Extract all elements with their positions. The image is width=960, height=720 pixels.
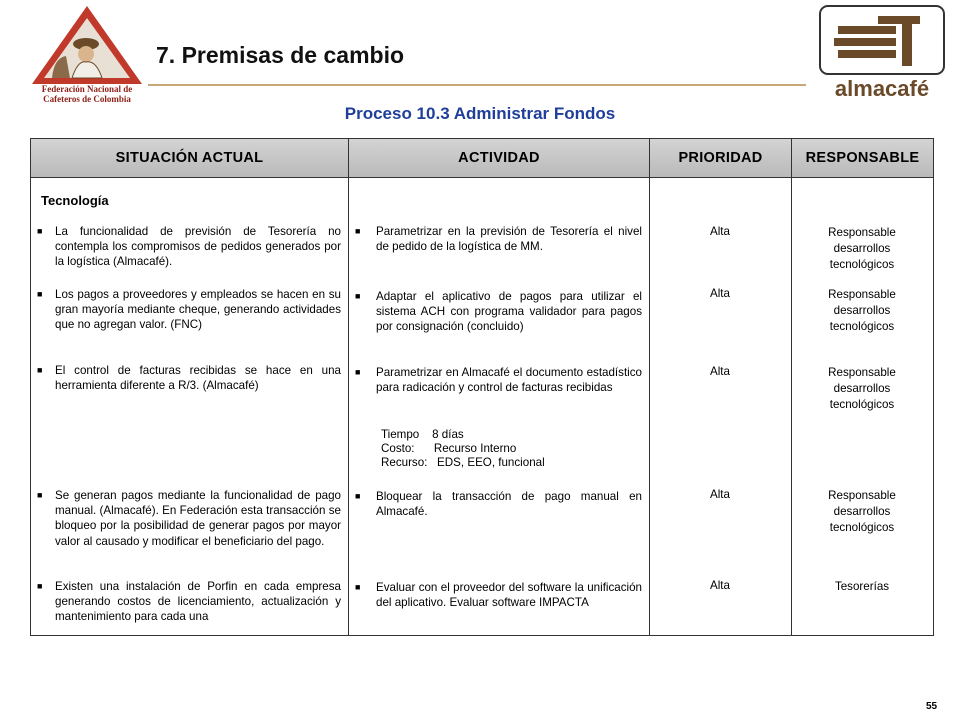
col-divider [649, 139, 650, 635]
premises-table [30, 138, 934, 636]
bullet-icon: ■ [355, 582, 361, 592]
fnc-logo [28, 4, 146, 104]
col-header-situacion: SITUACIÓN ACTUAL [115, 150, 264, 166]
section-title: Tecnología [41, 193, 109, 208]
estimate-costo: Costo: Recurso Interno [381, 442, 517, 455]
situacion-text: Se generan pagos mediante la funcionalidad de pago manual. (Almacafé). En Federación esta transacción se bloqueo por la posibilidad de generar pagos por mayor valor al causado y modificar el beneficiario del pago. [55, 489, 341, 548]
situacion-text: La funcionalidad de previsión de Tesorería no contempla los compromisos de pedidos generados por la logística (Almacafé). [55, 225, 341, 269]
responsable-value: Tesorerías [834, 580, 890, 593]
fnc-logo-line2: Cafeteros de Colombia [43, 94, 131, 104]
prioridad-value: Alta [710, 365, 730, 378]
bullet-icon: ■ [37, 365, 43, 375]
page-title: 7. Premisas de cambio [156, 42, 405, 68]
estimate-tiempo: Tiempo 8 días [381, 428, 464, 441]
col-header-prioridad: PRIORIDAD [678, 150, 763, 166]
actividad-text: Adaptar el aplicativo de pagos para utilizar el sistema ACH con programa validador para pagos por consignación (concluido) [376, 290, 642, 334]
actividad-text: Parametrizar en la previsión de Tesorería el nivel de pedido de la logística de MM. [376, 225, 642, 254]
prioridad-value: Alta [710, 287, 730, 300]
almacafe-logo-text: almacafé [834, 76, 930, 101]
responsable-value: Responsable desarrollos tecnológicos [828, 226, 896, 271]
table-header [31, 139, 933, 178]
col-header-actividad: ACTIVIDAD [458, 150, 540, 166]
fnc-logo-line1: Federación Nacional de [41, 84, 133, 94]
col-divider [348, 139, 349, 635]
situacion-text: El control de facturas recibidas se hace en una herramienta diferente a R/3. (Almacafé) [55, 364, 341, 393]
actividad-text: Bloquear la transacción de pago manual en Almacafé. [376, 490, 642, 519]
actividad-text: Evaluar con el proveedor del software la unificación del aplicativo. Evaluar software IMPACTA [376, 581, 642, 610]
col-header-responsable: RESPONSABLE [805, 150, 920, 166]
prioridad-value: Alta [710, 579, 730, 592]
bullet-icon: ■ [37, 226, 43, 236]
responsable-value: Responsable desarrollos tecnológicos [828, 366, 896, 411]
bullet-icon: ■ [355, 291, 361, 301]
bullet-icon: ■ [355, 491, 361, 501]
responsable-value: Responsable desarrollos tecnológicos [828, 489, 896, 534]
estimate-recurso: Recurso: EDS, EEO, funcional [381, 456, 545, 469]
prioridad-value: Alta [710, 488, 730, 501]
actividad-text: Parametrizar en Almacafé el documento estadístico para radicación y control de facturas recibidas [376, 366, 642, 395]
bullet-icon: ■ [355, 226, 361, 236]
process-subtitle: Proceso 10.3 Administrar Fondos [344, 104, 616, 123]
situacion-text: Los pagos a proveedores y empleados se hacen en su gran mayoría mediante cheque, generando actividades que no agregan valor. (FNC) [55, 288, 341, 332]
bullet-icon: ■ [37, 490, 43, 500]
situacion-text: Existen una instalación de Porfin en cada empresa generando costos de licenciamiento, actualización y mantenimiento para cada una [55, 580, 341, 624]
page-number: 55 [926, 701, 938, 712]
bullet-icon: ■ [37, 581, 43, 591]
bullet-icon: ■ [355, 367, 361, 377]
almacafe-logo [818, 4, 946, 102]
responsable-value: Responsable desarrollos tecnológicos [828, 288, 896, 333]
prioridad-value: Alta [710, 225, 730, 238]
title-rule [148, 84, 806, 86]
bullet-icon: ■ [37, 289, 43, 299]
